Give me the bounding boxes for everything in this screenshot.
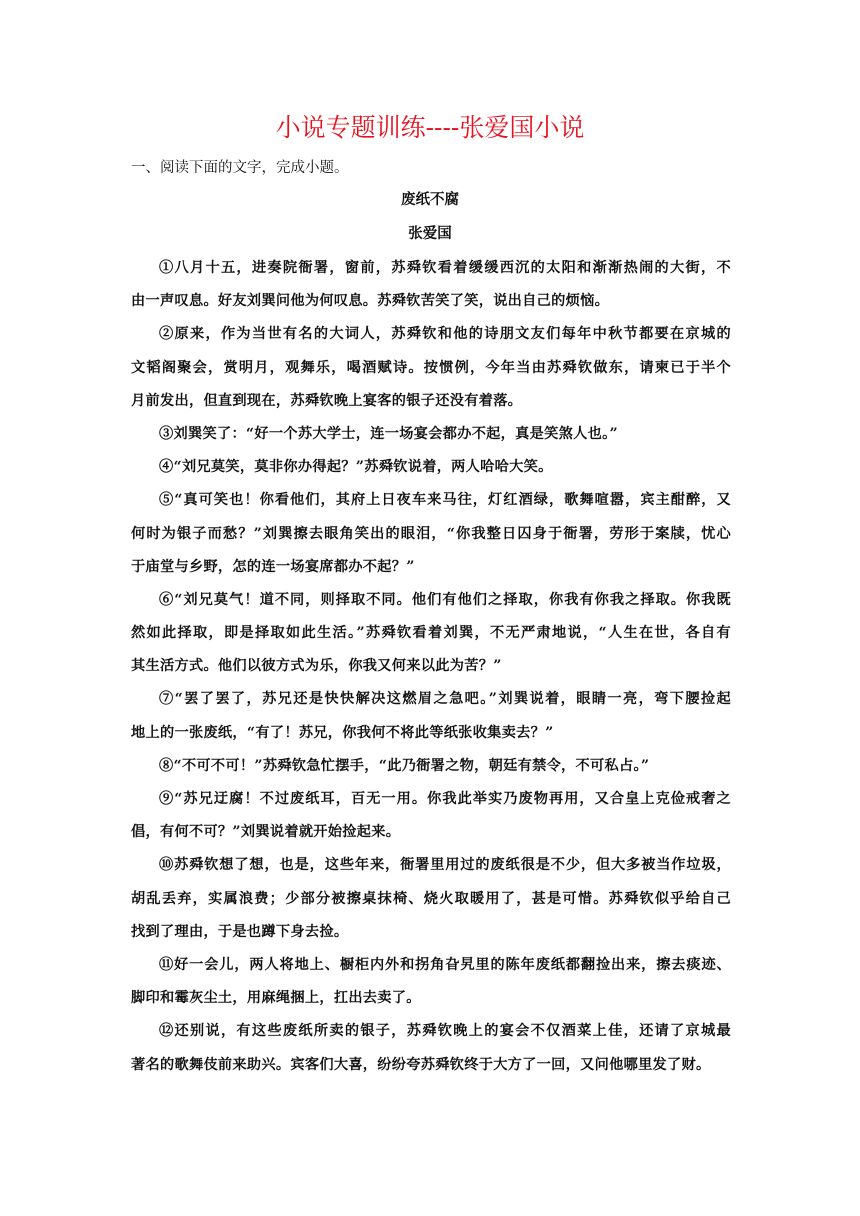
paragraph-line: ⑥“刘兄莫气！道不同，则择取不同。他们有他们之择取，你我有你我之择取。你我既 — [159, 591, 731, 608]
paragraph-line: 然如此择取，即是择取如此生活。”苏舜钦看着刘巽，不无严肃地说，“人生在世，各自有 — [131, 625, 731, 642]
question-instruction: 一、阅读下面的文字，完成小题。 — [131, 160, 349, 176]
story-paragraph — [131, 1015, 731, 1081]
paragraph-line: ⑦“罢了罢了，苏兄还是快快解决这燃眉之急吧。”刘巽说着，眼睛一亮，弯下腰捡起 — [159, 691, 731, 708]
paragraph-line: ②原来，作为当世有名的大词人，苏舜钦和他的诗朋文友们每年中秋节都要在京城的 — [159, 326, 731, 343]
paragraph-line: 月前发出，但直到现在，苏舜钦晚上宴客的银子还没有着落。 — [131, 392, 523, 409]
story-title: 废纸不腐 — [401, 191, 459, 208]
paragraph-line: 脚印和霉灰尘土，用麻绳捆上，扛出去卖了。 — [131, 990, 421, 1007]
paragraph-line: ③刘巽笑了：“好一个苏大学士，连一场宴会都办不起，真是笑煞人也。” — [159, 425, 618, 442]
story-paragraph — [131, 683, 731, 749]
paragraph-line: ①八月十五，进奏院衙署，窗前，苏舜钦看着缓缓西沉的太阳和渐渐热闹的大街，不 — [159, 260, 731, 276]
paragraph-line: 文韬阁聚会，赏明月，观舞乐，喝酒赋诗。按惯例，今年当由苏舜钦做东，请柬已于半个 — [131, 359, 731, 376]
story-paragraph — [131, 418, 731, 451]
story-paragraph — [131, 252, 731, 318]
paragraph-line: 倡，有何不可？”刘巽说着就开始捡起来。 — [131, 824, 401, 841]
paragraph-line: 胡乱丢弃，实属浪费；少部分被擦桌抹椅、烧火取暖用了，甚是可惜。苏舜钦似乎给自己 — [131, 890, 731, 907]
paragraph-line: 由一声叹息。好友刘巽问他为何叹息。苏舜钦苦笑了笑，说出自己的烦恼。 — [131, 293, 610, 310]
paragraph-line: 找到了理由，于是也蹲下身去捡。 — [131, 923, 349, 940]
paragraph-line: 地上的一张废纸，“有了！苏兄，你我何不将此等纸张收集卖去？” — [131, 724, 554, 741]
paragraph-line: ⑫还别说，有这些废纸所卖的银子，苏舜钦晚上的宴会不仅酒菜上佳，还请了京城最 — [159, 1023, 731, 1040]
paragraph-line: ⑪好一会儿，两人将地上、橱柜内外和拐角旮旯里的陈年废纸都翻捡出来，擦去痰迹、 — [159, 956, 731, 973]
paragraph-line: 何时为银子而愁？”刘巽擦去眼角笑出的眼泪，“你我整日囚身于衙署，劳形于案牍，忧心 — [131, 525, 731, 542]
document-title: 小说专题训练----张爱国小说 — [275, 113, 585, 142]
paragraph-line: 其生活方式。他们以彼方式为乐，你我又何来以此为苦？” — [131, 658, 502, 675]
paragraph-line: ⑤“真可笑也！你看他们，其府上日夜车来马往，灯红酒绿，歌舞喧嚣，宾主酣醉，又 — [159, 492, 731, 509]
story-paragraph — [131, 849, 731, 949]
paragraph-line: 于庙堂与乡野，怎的连一场宴席都办不起？” — [131, 558, 415, 575]
story-paragraph — [131, 318, 731, 418]
story-paragraph — [131, 484, 731, 584]
story-paragraph — [131, 584, 731, 684]
paragraph-line: ⑧“不可不可！”苏舜钦急忙摆手，“此乃衙署之物，朝廷有禁令，不可私占。” — [159, 757, 650, 774]
story-paragraph — [131, 451, 731, 484]
story-paragraph — [131, 750, 731, 783]
paragraph-line: ④“刘兄莫笑，莫非你办得起？”苏舜钦说着，两人哈哈大笑。 — [159, 459, 553, 476]
story-paragraph — [131, 783, 731, 849]
paragraph-line: 著名的歌舞伎前来助兴。宾客们大喜，纷纷夸苏舜钦终于大方了一回，又问他哪里发了财。 — [131, 1056, 711, 1073]
paragraph-line: ⑩苏舜钦想了想，也是，这些年来，衙署里用过的废纸很是不少，但大多被当作垃圾， — [159, 857, 731, 874]
story-paragraph — [131, 949, 731, 1015]
story-body — [131, 252, 731, 1082]
paragraph-line: ⑨“苏兄迂腐！不过废纸耳，百无一用。你我此举实乃废物再用，又合皇上克俭戒奢之 — [159, 791, 731, 807]
story-author: 张爱国 — [408, 225, 452, 242]
